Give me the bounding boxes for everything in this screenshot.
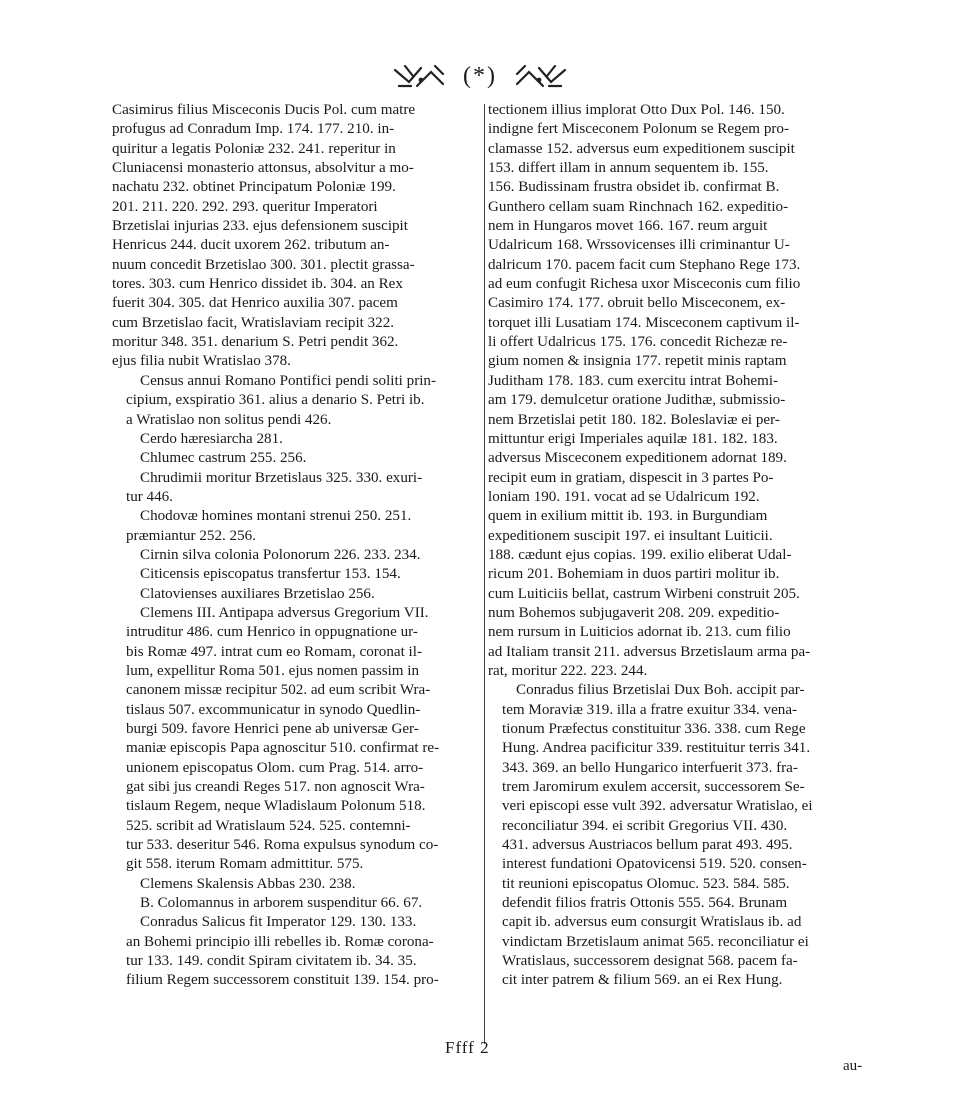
text-line: Cerdo hæresiarcha 281. (140, 430, 283, 447)
header-mark: (*) (463, 62, 497, 89)
text-line: Cirnin silva colonia Polonorum 226. 233. 234. (140, 546, 421, 563)
text-line: bis Romæ 497. intrat cum eo Romam, coronat il- (126, 643, 422, 660)
catchword: au- (843, 1058, 863, 1074)
text-line: Clemens Skalensis Abbas 230. 238. (140, 875, 356, 892)
right-column (488, 101, 873, 991)
index-entry (112, 449, 482, 468)
right-ornament-icon (511, 60, 569, 92)
index-entry (112, 585, 482, 604)
text-line: gat sibi jus creandi Reges 517. non agnoscit Wra- (126, 779, 425, 796)
text-line: adversus Misceconem expeditionem adornat 189. (488, 450, 787, 467)
text-line: ejus filia nubit Wratislao 378. (112, 353, 291, 370)
text-line: an Bohemi principio illi rebelles ib. Romæ corona- (126, 933, 434, 950)
text-line: veri episcopi esse vult 392. adversatur Wratislao, ei (502, 798, 813, 815)
text-line: cum Luiticiis bellat, castrum Wirbeni construit 205. (488, 585, 800, 602)
text-line: defendit filios fratris Ottonis 555. 564. Brunam (502, 895, 788, 912)
text-line: Census annui Romano Pontifici pendi soliti prin- (140, 372, 436, 389)
text-line: intruditur 486. cum Henrico in oppugnatione ur- (126, 624, 418, 641)
text-line: indigne fert Misceconem Polonum se Regem pro- (488, 121, 789, 138)
text-line: nachatu 232. obtinet Principatum Poloniæ 199. (112, 179, 396, 196)
text-line: 343. 369. an bello Hungarico interfuerit 373. fra- (502, 759, 798, 776)
text-line: Casimirus filius Misceconis Ducis Pol. cum matre (112, 102, 416, 118)
text-line: tislaum Regem, neque Wladislaum Polonum 518. (126, 798, 426, 815)
text-line: nem in Hungaros movet 166. 167. reum arguit (488, 218, 768, 235)
index-entry (112, 913, 482, 990)
index-entry (112, 507, 482, 546)
text-line: cit inter patrem & filium 569. an ei Rex Hung. (502, 972, 783, 989)
text-line: expeditionem suscipit 197. ei insultant Luiticii. (488, 527, 773, 544)
text-line: 431. adversus Austriacos bellum parat 493. 495. (502, 837, 793, 854)
text-line: Clemens III. Antipapa adversus Gregorium VII. (140, 604, 429, 621)
text-line: ricum 201. Bohemiam in duos partiri molitur ib. (488, 566, 780, 583)
text-line: B. Colomannus in arborem suspenditur 66. 67. (140, 895, 423, 912)
text-line: fuerit 304. 305. dat Henrico auxilia 307. pacem (112, 295, 398, 312)
text-line: a Wratislao non solitus pendi 426. (126, 411, 332, 428)
text-line: tit reunioni episcopatus Olomuc. 523. 584. 585. (502, 875, 790, 892)
text-line: Wratislaus, successorem designat 568. pacem fa- (502, 953, 798, 970)
index-entry (112, 546, 482, 565)
text-line: tectionem illius implorat Otto Dux Pol. 146. 150. (488, 102, 785, 118)
index-entry (112, 430, 482, 449)
text-line: tem Moraviæ 319. illa a fratre exuitur 334. vena- (502, 701, 798, 718)
text-line: Hung. Andrea pacificitur 339. restituitur terris 341. (502, 740, 811, 757)
text-line: Chlumec castrum 255. 256. (140, 450, 307, 467)
index-entry (112, 565, 482, 584)
text-line: filium Regem successorem constituit 139. 154. pro- (126, 972, 439, 989)
text-line: unionem episcopatus Olom. cum Prag. 514. arro- (126, 759, 424, 776)
left-ornament-icon (391, 60, 449, 92)
text-line: Conradus filius Brzetislai Dux Boh. accipit par- (516, 682, 805, 699)
text-line: Clatovienses auxiliares Brzetislao 256. (140, 585, 375, 602)
page-header (0, 56, 960, 96)
text-line: capit ib. adversus eum consurgit Wratislaus ib. ad (502, 914, 802, 931)
text-line: maniæ episcopis Papa agnoscitur 510. confirmat re- (126, 740, 440, 757)
text-line: Chrudimii moritur Brzetislaus 325. 330. exuri- (140, 469, 423, 486)
text-line: 201. 211. 220. 292. 293. queritur Imperatori (112, 198, 378, 215)
text-line: Cluniacensi monasterio attonsus, absolvitur a mo- (112, 160, 414, 177)
column-divider (484, 104, 485, 1044)
text-line: nem rursum in Luiticios adornat ib. 213. cum filio (488, 624, 791, 641)
text-line: am 179. demulcetur oratione Judithæ, submissio- (488, 392, 786, 409)
text-line: dalricum 170. pacem facit cum Stephano Rege 173. (488, 256, 801, 273)
text-line: tur 533. deseritur 546. Roma expulsus synodum co- (126, 837, 439, 854)
text-line: canonem missæ recipitur 502. ad eum scribit Wra- (126, 682, 431, 699)
text-line: Henricus 244. ducit uxorem 262. tributum an- (112, 237, 390, 254)
text-line: Conradus Salicus fit Imperator 129. 130. 133. (140, 914, 417, 931)
text-line: git 558. iterum Romam admittitur. 575. (126, 856, 364, 873)
text-line: num Bohemos subjugaverit 208. 209. expeditio- (488, 604, 780, 621)
text-line: cipium, exspiratio 361. alius a denario S. Petri ib. (126, 392, 425, 409)
text-line: lum, expellitur Roma 501. ejus nomen passim in (126, 662, 420, 679)
text-line: tionum Præfectus constituitur 336. 338. cum Rege (502, 721, 806, 737)
text-line: Chodovæ homines montani strenui 250. 251. (140, 508, 412, 525)
index-entry (112, 875, 482, 894)
text-line: Gunthero cellam suam Rinchnach 162. expeditio- (488, 198, 789, 215)
text-line: Brzetislai injurias 233. ejus defensionem suscipit (112, 218, 408, 235)
text-line: Juditham 178. 183. cum exercitu intrat Bohemi- (488, 372, 779, 389)
text-line: nuum concedit Brzetislao 300. 301. plectit grassa- (112, 256, 415, 273)
text-line: ad Italiam transit 211. adversus Brzetislaum arma pa- (488, 643, 811, 660)
text-line: Citicensis episcopatus transfertur 153. 154. (140, 566, 401, 583)
left-column (112, 101, 482, 991)
text-line: moritur 348. 351. denarium S. Petri pendit 362. (112, 334, 399, 351)
text-line: nem Brzetislai petit 180. 182. Boleslaviæ ei per- (488, 411, 780, 428)
text-line: præmiantur 252. 256. (126, 527, 256, 544)
index-entry (112, 469, 482, 508)
text-line: tores. 303. cum Henrico dissidet ib. 304. an Rex (112, 276, 403, 293)
text-line: 188. cædunt ejus copias. 199. exilio eliberat Udal- (488, 546, 792, 563)
text-line: 525. scribit ad Wratislaum 524. 525. contemni- (126, 817, 411, 834)
text-line: rat, moritur 222. 223. 244. (488, 662, 648, 679)
text-line: recipit eum in gratiam, dispescit in 3 partes Po- (488, 469, 774, 486)
text-line: 156. Budissinam frustra obsidet ib. confirmat B. (488, 179, 780, 196)
text-line: mittuntur erigi Imperiales aquilæ 181. 182. 183. (488, 430, 778, 447)
text-line: interest fundationi Opatovicensi 519. 520. consen- (502, 856, 807, 873)
text-line: gium nomen & insignia 177. repetit minis raptam (488, 353, 787, 370)
index-entry (488, 101, 873, 681)
index-entry (112, 101, 482, 372)
text-line: tislaus 507. excommunicatur in synodo Quedlin- (126, 701, 421, 718)
text-line: tur 133. 149. condit Spiram civitatem ib. 34. 35. (126, 953, 417, 970)
index-entry (112, 372, 482, 430)
text-line: tur 446. (126, 488, 173, 505)
text-line: clamasse 152. adversus eum expeditionem suscipit (488, 140, 795, 157)
index-entry (488, 681, 873, 991)
text-line: torquet illi Lusatiam 174. Misceconem captivum il- (488, 314, 800, 331)
text-line: Udalricum 168. Wrssovicenses illi criminantur U- (488, 237, 790, 254)
text-line: trem Jaromirum exulem accersit, successorem Se- (502, 779, 805, 796)
text-line: loniam 190. 191. vocat ad se Udalricum 192. (488, 488, 760, 505)
signature-mark: Ffff 2 (445, 1038, 490, 1057)
index-entry (112, 604, 482, 875)
text-line: Casimiro 174. 177. obruit bello Misceconem, ex- (488, 295, 786, 312)
text-line: reconciliatur 394. ei scribit Gregorius VII. 430. (502, 817, 788, 834)
text-line: quiritur a legatis Poloniæ 232. 241. reperitur in (112, 140, 396, 157)
text-line: burgi 509. favore Henrici pene ab universæ Ger- (126, 721, 419, 737)
text-line: ad eum confugit Richesa uxor Misceconis cum filio (488, 276, 801, 293)
text-line: li offert Udalricus 175. 176. concedit Richezæ re- (488, 334, 788, 351)
text-line: profugus ad Conradum Imp. 174. 177. 210. in- (112, 121, 395, 138)
text-line: 153. differt illam in annum sequentem ib. 155. (488, 160, 769, 177)
index-entry (112, 894, 482, 913)
text-line: cum Brzetislao facit, Wratislaviam recipit 322. (112, 314, 395, 331)
text-line: quem in exilium mittit ib. 193. in Burgundiam (488, 508, 768, 525)
text-line: vindictam Brzetislaum animat 565. reconciliatur ei (502, 933, 809, 950)
